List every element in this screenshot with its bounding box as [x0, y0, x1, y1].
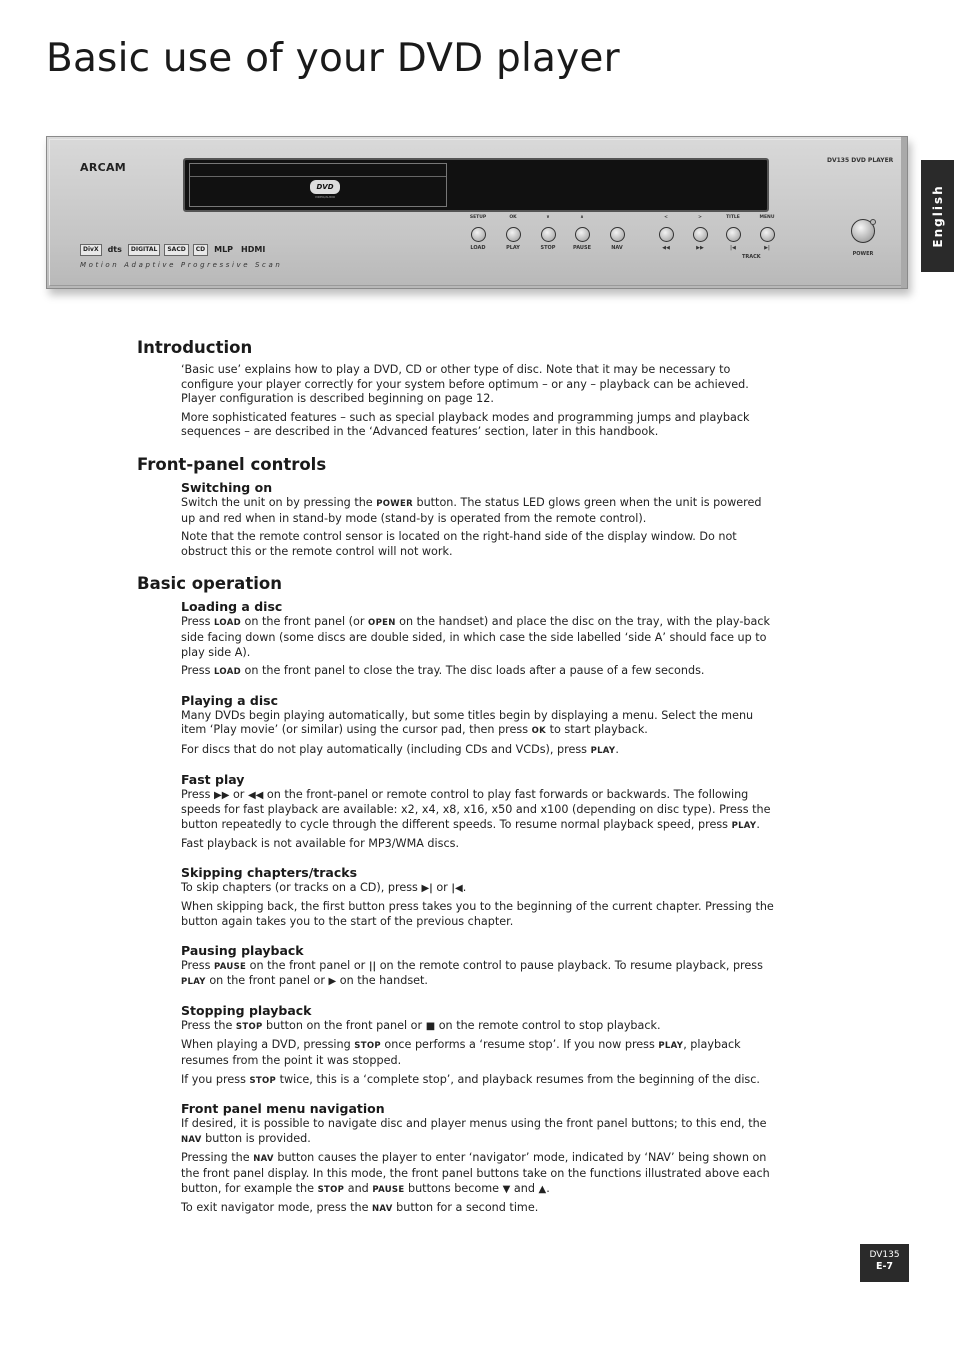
sacd-logo: SACD — [164, 244, 188, 256]
disc-tray — [189, 163, 447, 207]
hdmi-logo: HDMI — [241, 245, 266, 254]
stopping-block — [181, 1003, 777, 1088]
pausing-block — [181, 943, 777, 990]
format-logos — [80, 244, 267, 256]
basic-operation-heading: Basic operation — [137, 574, 282, 594]
playing-paragraph: For discs that do not play automatically (including CDs and VCDs), press PLAY. — [181, 742, 619, 756]
play-icon: ▶ — [328, 976, 337, 988]
page-number-box — [860, 1244, 909, 1282]
brand-logo: ARCAM — [80, 161, 127, 174]
switching-on-paragraph: Switch the unit on by pressing the POWER button. The status LED glows green when the unit is powered up and red when in stand-by mode (stand-by is operated from the remote control). — [181, 495, 762, 525]
divx-logo: DivX — [80, 244, 102, 256]
stopping-paragraph: Press the STOP button on the front panel or ■ on the remote control to stop playback. — [181, 1018, 661, 1032]
navigation-block — [181, 1101, 777, 1217]
nav-button[interactable] — [597, 215, 637, 251]
playing-block — [181, 693, 777, 759]
power-button-label: POWER — [852, 251, 874, 257]
fast-play-paragraph: Fast playback is not available for MP3/WMA discs. — [181, 837, 460, 851]
dvd-logo-subtext: VIDEO/AUDIO — [314, 195, 336, 199]
fast-forward-icon: ▶▶ — [696, 245, 704, 251]
loading-heading: Loading a disc — [181, 599, 283, 615]
display-window — [183, 158, 769, 212]
status-led — [870, 219, 876, 225]
skipping-paragraph: To skip chapters (or tracks on a CD), press ▶| or |◀. — [181, 880, 467, 894]
skipping-paragraph: When skipping back, the first button press takes you to the beginning of the current chapter. Pressing the button again takes you to the start of the previous chapter. — [181, 900, 774, 929]
language-tab-label: English — [930, 184, 945, 248]
page-title: Basic use of your DVD player — [46, 36, 620, 81]
rewind-icon: ◀◀ — [247, 789, 264, 801]
device-side-panel — [901, 137, 907, 288]
loading-paragraph: Press LOAD on the front panel (or OPEN on the handset) and place the disc on the tray, with the play-back side facing down (some discs are double sided, in which case the side labelled ‘side A’ should face up to play side A). — [181, 615, 770, 659]
fast-forward-icon: ▶▶ — [214, 789, 230, 801]
skipping-heading: Skipping chapters/tracks — [181, 864, 358, 880]
pausing-heading: Pausing playback — [181, 942, 304, 958]
switching-on-block — [181, 480, 777, 559]
loading-paragraph: Press LOAD on the front panel to close the tray. The disc loads after a pause of a few seconds. — [181, 664, 705, 678]
basic-operation-body — [181, 599, 777, 1216]
skip-forward-button-knob[interactable] — [760, 227, 775, 242]
navigation-heading: Front panel menu navigation — [181, 1101, 385, 1117]
introduction-heading: Introduction — [137, 338, 253, 357]
navigation-paragraph: To exit navigator mode, press the NAV button for a second time. — [181, 1201, 539, 1215]
skip-back-icon: |◀ — [730, 245, 736, 251]
nav-button-knob[interactable] — [610, 227, 625, 242]
pause-button-top-label: ∧ — [580, 215, 584, 220]
dvd-player-illustration — [46, 136, 908, 289]
pause-button-knob[interactable] — [575, 227, 590, 242]
rewind-button-top-label: < — [664, 215, 668, 220]
dts-logo: dts — [107, 245, 122, 254]
fast-forward-button-top-label: > — [698, 215, 702, 220]
power-button[interactable] — [843, 219, 883, 257]
rewind-button-knob[interactable] — [659, 227, 674, 242]
introduction-section — [137, 338, 777, 440]
front-panel-section — [137, 455, 777, 559]
playing-heading: Playing a disc — [181, 692, 278, 708]
introduction-paragraph: ‘Basic use’ explains how to play a DVD, CD or other type of disc. Note that it may be necessary to configure your player correctly for your system before optimum – or any – playback can be achieved. Player configuration is described beginning on page 12. — [181, 363, 749, 406]
skipping-block — [181, 865, 777, 930]
stop-button-top-label: ∨ — [546, 215, 550, 220]
main-content — [137, 338, 777, 1230]
introduction-paragraph: More sophisticated features – such as special playback modes and programming jumps and playback sequences – are described in the ‘Advanced features’ section, later in this handbook. — [181, 410, 750, 439]
skip-forward-icon: ▶| — [764, 245, 770, 251]
model-label: DV135 DVD PLAYER — [827, 157, 894, 164]
play-button-knob[interactable] — [506, 227, 521, 242]
switching-on-paragraph: Note that the remote control sensor is located on the right-hand side of the display window. Do not obstruct this or the remote control will not work. — [181, 530, 737, 558]
stop-button-label: STOP — [540, 245, 556, 251]
fast-play-heading: Fast play — [181, 771, 245, 787]
stop-icon: ■ — [425, 1020, 436, 1032]
nav-button-label: NAV — [611, 245, 623, 251]
pause-button-label: PAUSE — [573, 245, 591, 251]
fast-play-paragraph: Press ▶▶ or ◀◀ on the front-panel or remote control to play fast forwards or backwards. The following speeds for fast playback are available: x2, x4, x8, x16, x50 and x100 (depending on disc type). Press the button repeatedly to cycle through the different speeds. To resume normal playback speed, press PLAY. — [181, 787, 771, 831]
playing-paragraph: Many DVDs begin playing automatically, but some titles begin by displaying a menu. Select the menu item ‘Play movie’ (or similar) using the cursor pad, then press OK to start playback. — [181, 708, 754, 737]
skip-forward-icon: ▶| — [421, 882, 433, 894]
page-model: DV135 — [869, 1250, 900, 1260]
pausing-paragraph: Press PAUSE on the front panel or || on the remote control to pause playback. To resume playback, press PLAY on the front panel or ▶ on the handset. — [181, 958, 763, 988]
introduction-body — [181, 363, 777, 440]
skip-forward-button[interactable] — [747, 215, 787, 251]
front-panel-heading: Front-panel controls — [137, 454, 327, 474]
page-number: E-7 — [875, 1261, 894, 1272]
loading-block — [181, 599, 777, 679]
device-tagline: Motion Adaptive Progressive Scan — [80, 261, 283, 269]
load-button-knob[interactable] — [471, 227, 486, 242]
basic-operation-section — [137, 574, 777, 1216]
play-button-label: PLAY — [506, 245, 520, 251]
skip-back-button-top-label: TITLE — [726, 215, 740, 220]
navigation-paragraph: If desired, it is possible to navigate disc and player menus using the front panel buttons; to this end, the NAV button is provided. — [181, 1117, 767, 1145]
skip-back-button-knob[interactable] — [726, 227, 741, 242]
nav-button-top-label — [597, 215, 637, 223]
skip-back-icon: |◀ — [451, 882, 463, 894]
load-button-top-label: SETUP — [469, 215, 487, 220]
language-tab — [921, 160, 954, 272]
load-button-label: LOAD — [470, 245, 486, 251]
switching-on-heading: Switching on — [181, 479, 273, 495]
skip-forward-button-top-label: MENU — [759, 215, 775, 220]
mlp-logo: MLP — [214, 245, 234, 254]
track-label: TRACK — [742, 254, 761, 260]
pause-icon: || — [368, 960, 377, 972]
dvd-logo: DVD — [310, 180, 340, 194]
load-button[interactable] — [458, 215, 498, 251]
digital-logo: DIGITAL — [128, 244, 160, 256]
down-arrow-icon: ▼ — [502, 1183, 511, 1195]
stopping-heading: Stopping playback — [181, 1002, 312, 1018]
cd-logo: CD — [193, 244, 208, 256]
fast-play-block — [181, 772, 777, 852]
rewind-icon: ◀◀ — [662, 245, 670, 251]
stop-button-knob[interactable] — [541, 227, 556, 242]
pause-button[interactable] — [562, 215, 602, 251]
play-button-top-label: OK — [509, 215, 517, 220]
up-arrow-icon: ▲ — [538, 1183, 547, 1195]
play-button[interactable] — [493, 215, 533, 251]
fast-forward-button-knob[interactable] — [693, 227, 708, 242]
stopping-paragraph: When playing a DVD, pressing STOP once performs a ‘resume stop’. If you now press PLAY, playback resumes from the point it was stopped. — [181, 1038, 741, 1068]
navigation-paragraph: Pressing the NAV button causes the player to enter ‘navigator’ mode, indicated by ‘NAV’ being shown on the front panel display. In this mode, the front panel buttons take on the functions illustrated above each button, for example the STOP and PAUSE buttons become ▼ and ▲. — [181, 1151, 770, 1195]
stopping-paragraph: If you press STOP twice, this is a ‘complete stop’, and playback resumes from the beginning of the disc. — [181, 1072, 760, 1086]
tray-line — [190, 176, 446, 177]
